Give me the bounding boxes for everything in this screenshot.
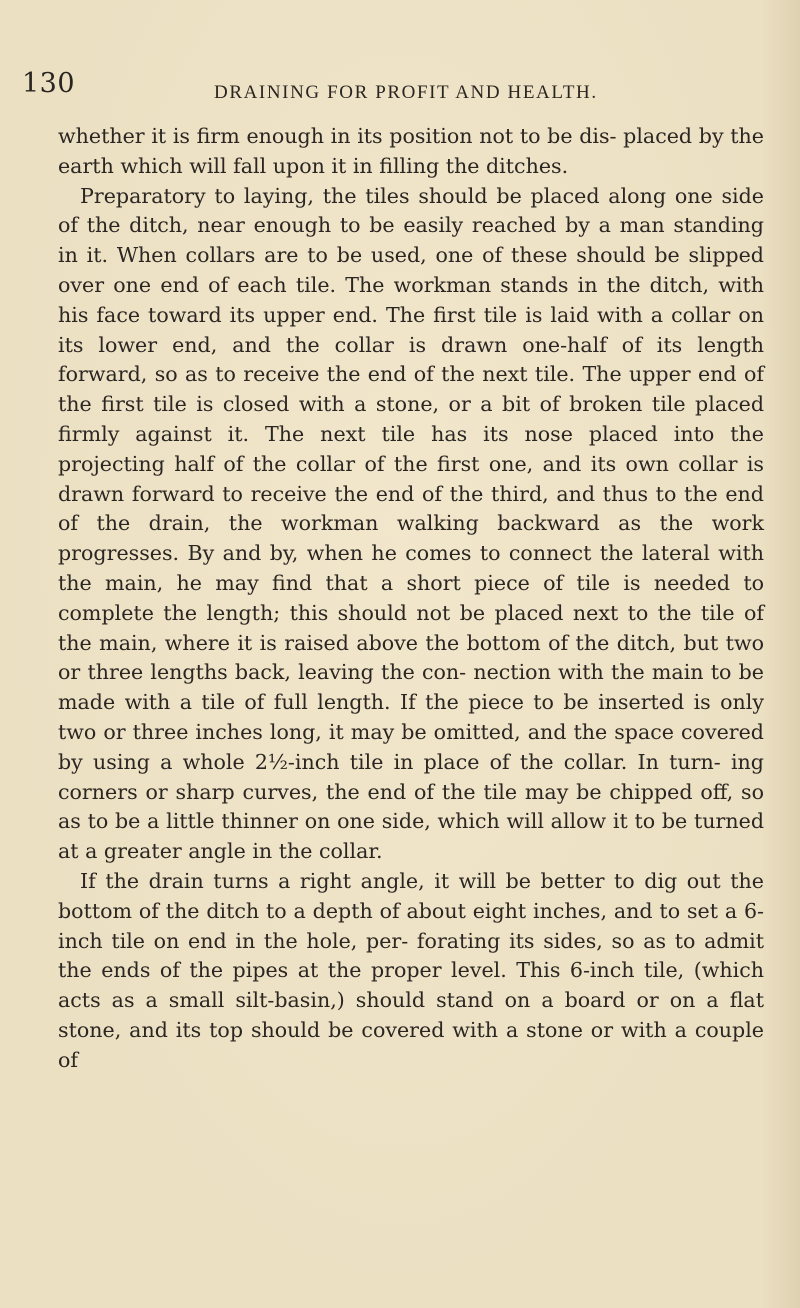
paragraph-preparatory: Preparatory to laying, the tiles should be placed along one side of the ditch, near enough to be easily reached by a man standing in it. When collars are to be used, one of these should be slipped over one end of each tile. The workman stands in the ditch, with his face toward its upper end. The first tile is laid with a collar on its lower end, and the collar is drawn one-half of its length forward, so as to receive the end of the next tile. The upper end of the first tile is closed with a stone, or a bit of broken tile placed firmly against it. The next tile has its nose placed into the projecting half of the collar of the first one, and its own collar is drawn forward to receive the end of the third, and thus to the end of the drain, the workman walking backward as the work progresses. By and by, when he comes to connect the lateral with the main, he may find that a short piece of tile is needed to complete the length; this should not be placed next to the tile of the main, where it is raised above the bottom of the ditch, but two or three lengths back, leaving the con- nection with the main to be made with a tile of full length. If the piece to be inserted is only two or three inches long, it may be omitted, and the space covered by using a whole 2½-inch tile in place of the collar. In turn- ing corners or sharp curves, the end of the tile may be chipped off, so as to be a little thinner on one side, which will allow it to be turned at a greater angle in the collar. <box>58 183 764 864</box>
body-text <box>58 122 764 1076</box>
paragraph-right-angle: If the drain turns a right angle, it will be better to dig out the bottom of the ditch to a depth of about eight inches, and to set a 6-inch tile on end in the hole, per- forating its sides, so as to admit the ends of the pipes at the proper level. This 6-inch tile, (which acts as a small silt-basin,) should stand on a board or on a flat stone, and its top should be covered with a stone or with a couple of <box>58 868 764 1072</box>
page-number: 130 <box>22 68 76 99</box>
running-head: DRAINING FOR PROFIT AND HEALTH. <box>214 82 598 103</box>
paragraph-continuation: whether it is firm enough in its position not to be dis- placed by the earth which will fall upon it in filling the ditches. <box>58 124 764 178</box>
